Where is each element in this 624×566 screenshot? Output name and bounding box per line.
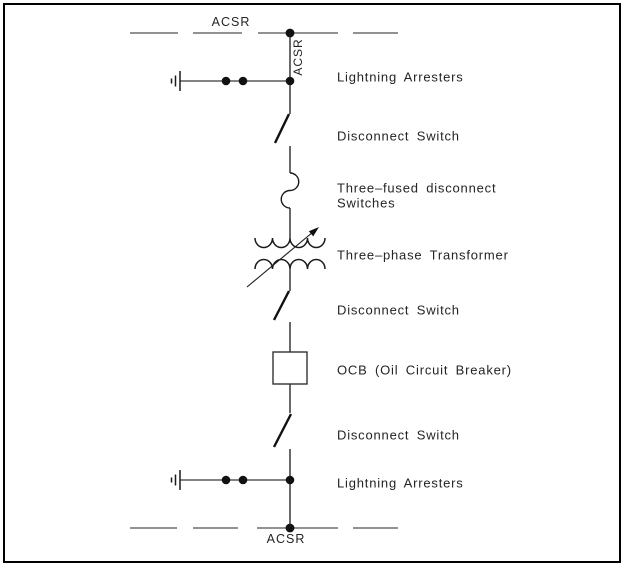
ground-icon-top (172, 71, 181, 91)
acsr-label-feeder-vertical: ACSR (291, 38, 305, 76)
transformer-primary-winding (255, 238, 325, 248)
label-ocb: OCB (Oil Circuit Breaker) (337, 362, 512, 378)
arrester-junction-dot-top (286, 77, 295, 86)
lightning-arrester-branch-top (172, 71, 295, 91)
disconnect-switch-blade-top (275, 114, 289, 143)
arrester-dot-top-2 (239, 77, 248, 86)
label-three-fused-disconnect-line1: Three–fused disconnect (337, 180, 497, 196)
label-three-phase-transformer: Three–phase Transformer (337, 247, 509, 263)
arrester-dot-top-1 (222, 77, 231, 86)
disconnect-switch-blade-middle (274, 291, 289, 320)
label-disconnect-switch-top: Disconnect Switch (337, 128, 460, 144)
tap-changer-arrow-icon (247, 227, 319, 287)
ground-icon-bottom (172, 470, 181, 490)
transformer-secondary-winding (255, 260, 325, 270)
label-three-fused-disconnect-line2: Switches (337, 195, 396, 211)
label-lightning-arresters-top: Lightning Arresters (337, 69, 464, 85)
arrester-junction-dot-bottom (286, 476, 295, 485)
lightning-arrester-branch-bottom (172, 470, 295, 490)
ocb-box (273, 352, 307, 384)
label-lightning-arresters-bottom: Lightning Arresters (337, 475, 464, 491)
acsr-label-bottom: ACSR (266, 532, 306, 546)
label-disconnect-switch-middle: Disconnect Switch (337, 302, 460, 318)
acsr-label-top: ACSR (211, 15, 251, 29)
fuse-symbol (281, 173, 299, 208)
arrester-dot-bottom-2 (239, 476, 248, 485)
transformer-symbol (255, 238, 325, 269)
label-disconnect-switch-bottom: Disconnect Switch (337, 427, 460, 443)
arrester-dot-bottom-1 (222, 476, 231, 485)
disconnect-switch-blade-bottom (274, 414, 291, 447)
